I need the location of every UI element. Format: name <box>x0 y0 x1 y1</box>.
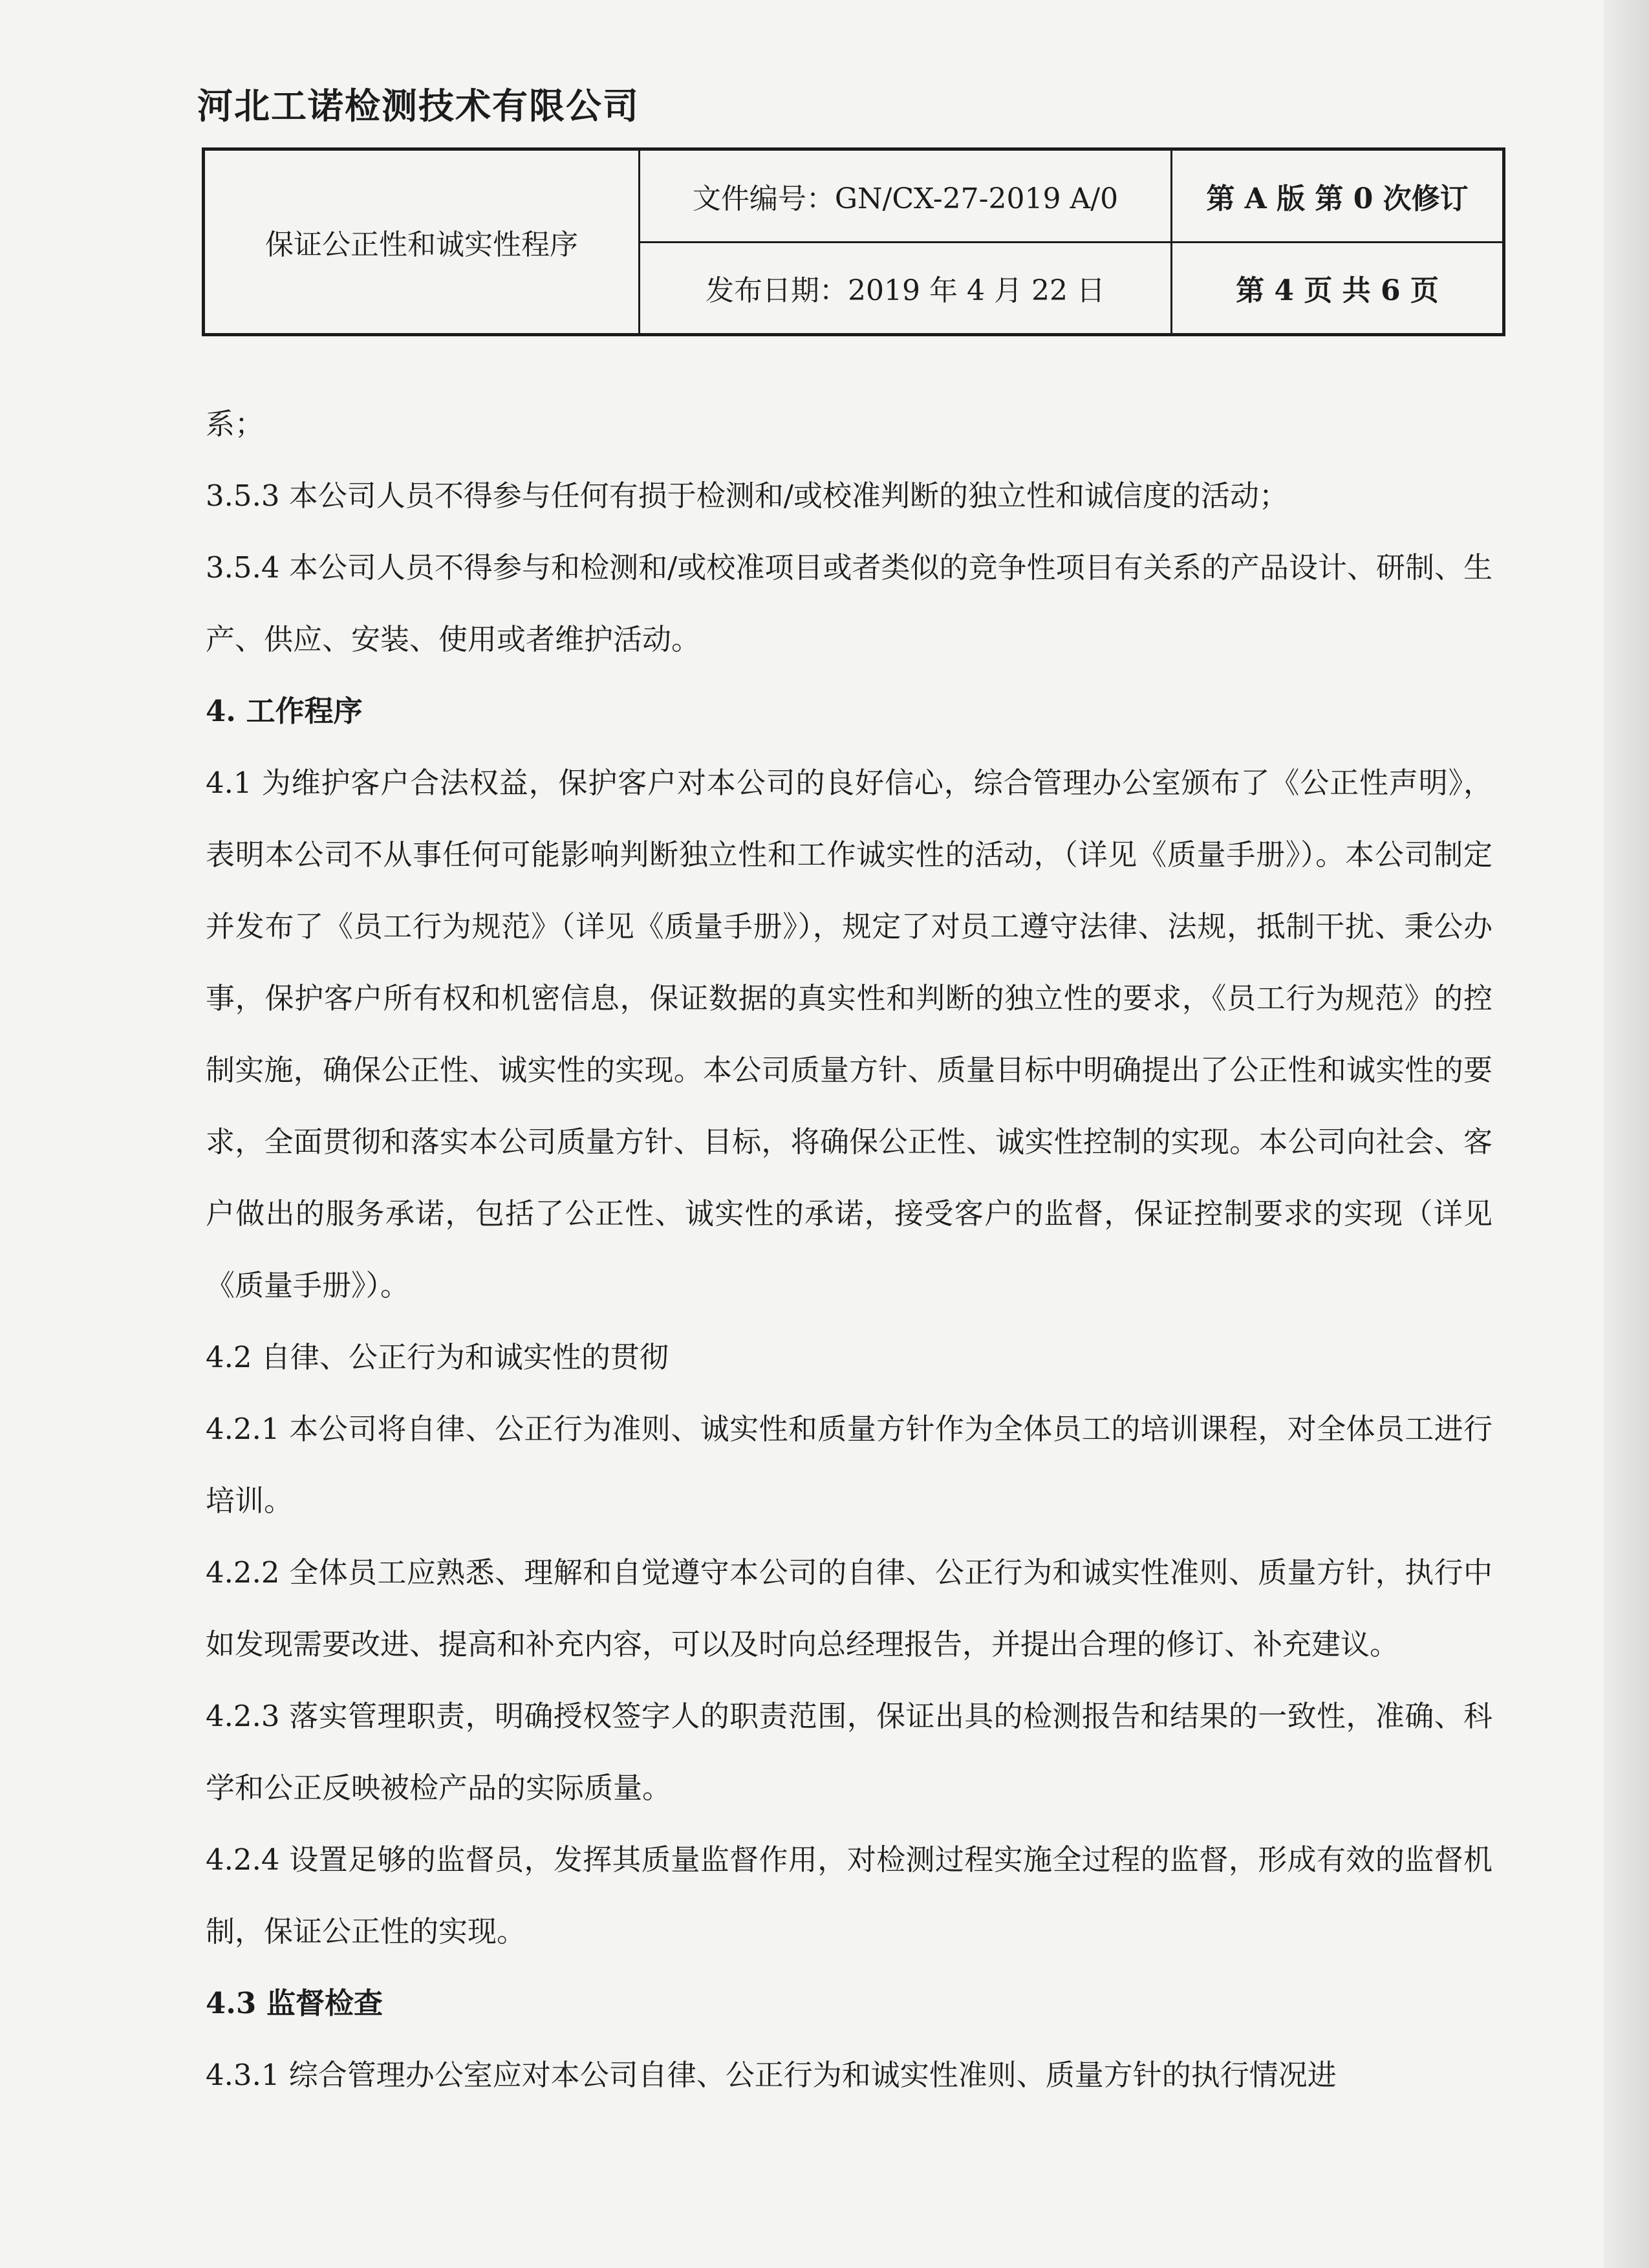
page-info: 第 4 页 共 6 页 <box>1172 242 1504 335</box>
document-header-table <box>202 147 1505 336</box>
document-body <box>206 388 1493 2111</box>
document-title: 保证公正性和诚实性程序 <box>204 149 640 335</box>
section-4-heading: 4. 工作程序 <box>206 694 363 728</box>
paragraph-continuation: 系； <box>206 407 264 441</box>
clause-4-2-4: 4.2.4 设置足够的监督员，发挥其质量监督作用，对检测过程实施全过程的监督，形成有效的监督机制，保证公正性的实现。 <box>206 1842 1493 1949</box>
issue-date: 发布日期：2019 年 4 月 22 日 <box>640 242 1172 335</box>
clause-4-2-3: 4.2.3 落实管理职责，明确授权签字人的职责范围，保证出具的检测报告和结果的一致性，准确、科学和公正反映被检产品的实际质量。 <box>206 1699 1493 1805</box>
document-number: 文件编号：GN/CX-27-2019 A/0 <box>640 149 1172 243</box>
clause-4-3-1: 4.3.1 综合管理办公室应对本公司自律、公正行为和诚实性准则、质量方针的执行情况进 <box>206 2058 1337 2092</box>
clause-4-2-1: 4.2.1 本公司将自律、公正行为准则、诚实性和质量方针作为全体员工的培训课程，对全体员工进行培训。 <box>206 1412 1493 1518</box>
clause-4-2-2: 4.2.2 全体员工应熟悉、理解和自觉遵守本公司的自律、公正行为和诚实性准则、质量方针，执行中如发现需要改进、提高和补充内容，可以及时向总经理报告，并提出合理的修订、补充建议。 <box>206 1555 1493 1661</box>
clause-3-5-3: 3.5.3 本公司人员不得参与任何有损于检测和/或校准判断的独立性和诚信度的活动； <box>206 479 1288 513</box>
clause-3-5-4: 3.5.4 本公司人员不得参与和检测和/或校准项目或者类似的竞争性项目有关系的产品设计、研制、生产、供应、安装、使用或者维护活动。 <box>206 550 1493 656</box>
company-name: 河北工诺检测技术有限公司 <box>197 85 640 127</box>
clause-4-3-heading: 4.3 监督检查 <box>206 1986 383 2020</box>
clause-4-1: 4.1 为维护客户合法权益，保护客户对本公司的良好信心，综合管理办公室颁布了《公正性声明》，表明本公司不从事任何可能影响判断独立性和工作诚实性的活动，（详见《质量手册》）。本公司制定并发布了《员工行为规范》（详见《质量手册》），规定了对员工遵守法律、法规，抵制干扰、秉公办事，保护客户所有权和机密信息，保证数据的真实性和判断的独立性的要求，《员工行为规范》的控制实施，确保公正性、诚实性的实现。本公司质量方针、质量目标中明确提出了公正性和诚实性的要求，全面贯彻和落实本公司质量方针、目标，将确保公正性、诚实性控制的实现。本公司向社会、客户做出的服务承诺，包括了公正性、诚实性的承诺，接受客户的监督，保证控制要求的实现（详见《质量手册》）。 <box>206 766 1493 1302</box>
version-info: 第 A 版 第 0 次修订 <box>1172 149 1504 243</box>
clause-4-2-heading: 4.2 自律、公正行为和诚实性的贯彻 <box>206 1340 669 1374</box>
scan-edge-shadow <box>1604 0 1649 2268</box>
